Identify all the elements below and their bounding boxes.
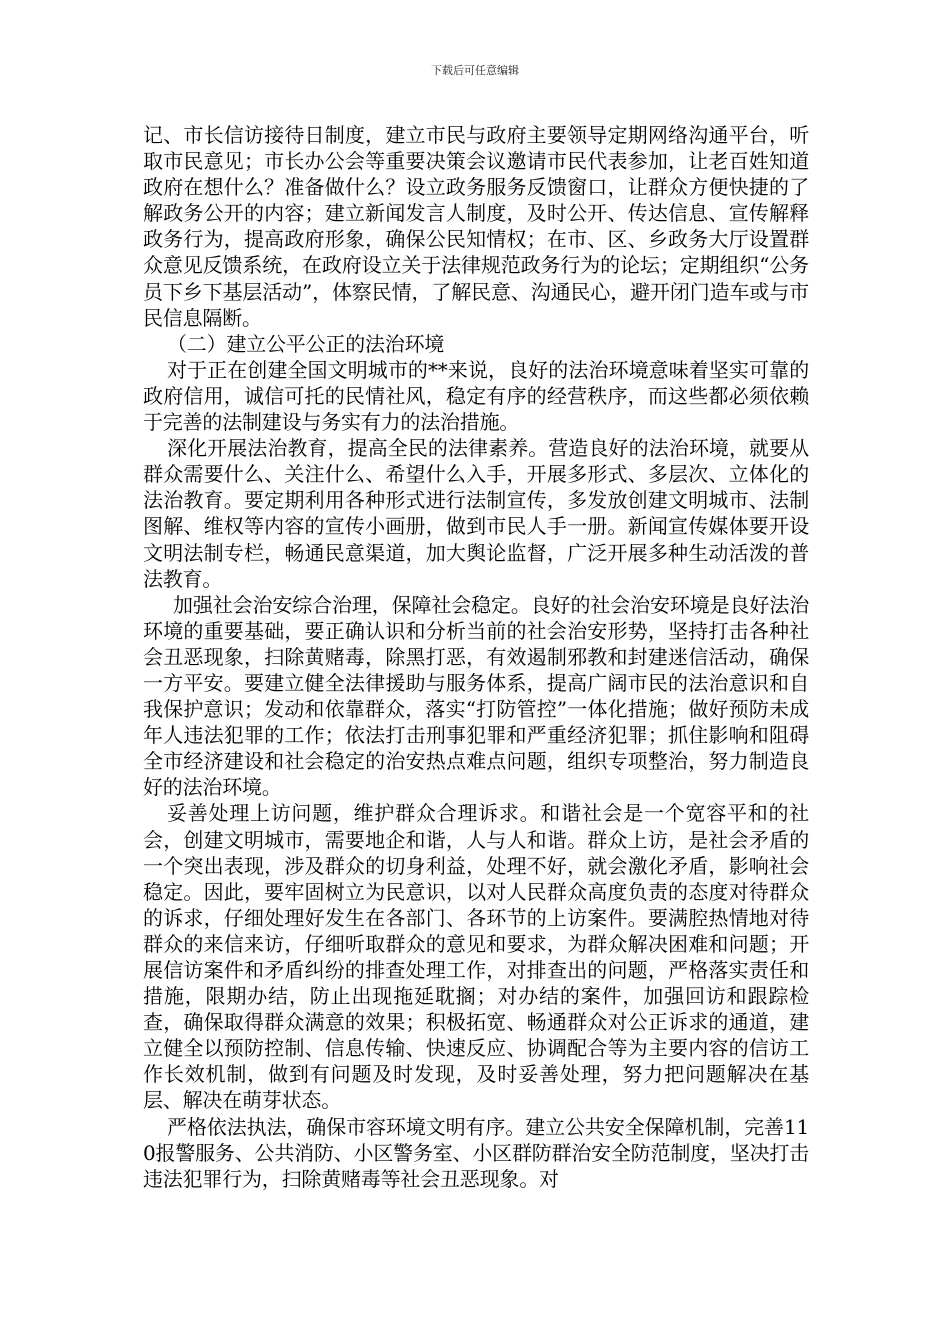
section-heading: （二）建立公平公正的法治环境 [167,331,445,356]
document-body [143,122,809,1192]
paragraph-6: 严格依法执法，确保市容环境文明有序。建立公共安全保障机制，完善110报警服务、公共消防、小区警务室、小区群防群治安全防范制度，坚决打击违法犯罪行为，扫除黄赌毒等社会丑恶现象。对 [143,1114,809,1191]
paragraph-3: 深化开展法治教育，提高全民的法律素养。营造良好的法治环境，就要从群众需要什么、关注什么、希望什么入手，开展多形式、多层次、立体化的法治教育。要定期利用各种形式进行法制宣传，多发放创建文明城市、法制图解、维权等内容的宣传小画册，做到市民人手一册。新闻宣传媒体要开设文明法制专栏，畅通民意渠道，加大舆论监督，广泛开展多种生动活泼的普法教育。 [143,436,809,591]
paragraph-4: 加强社会治安综合治理，保障社会稳定。良好的社会治安环境是良好法治环境的重要基础，要正确认识和分析当前的社会治安形势，坚持打击各种社会丑恶现象，扫除黄赌毒，除黑打恶，有效遏制邪教和封建迷信活动，确保一方平安。要建立健全法律援助与服务体系，提高广阔市民的法治意识和自我保护意识；发动和依靠群众，落实“打防管控”一体化措施；做好预防未成年人违法犯罪的工作；依法打击刑事犯罪和严重经济犯罪；抓住影响和阻碍全市经济建设和社会稳定的治安热点难点问题，组织专项整治，努力制造良好的法治环境。 [143,592,809,800]
paragraph-5: 妥善处理上访问题，维护群众合理诉求。和谐社会是一个宽容平和的社会，创建文明城市，需要地企和谐，人与人和谐。群众上访，是社会矛盾的一个突出表现，涉及群众的切身利益，处理不好，就会激化矛盾，影响社会稳定。因此，要牢固树立为民意识，以对人民群众高度负责的态度对待群众的诉求，仔细处理好发生在各部门、各环节的上访案件。要满腔热情地对待群众的来信来访，仔细听取群众的意见和要求，为群众解决困难和问题；开展信访案件和矛盾纠纷的排查处理工作，对排查出的问题，严格落实责任和措施，限期办结，防止出现拖延耽搁；对办结的案件，加强回访和跟踪检查，确保取得群众满意的效果；积极拓宽、畅通群众对公正诉求的通道，建立健全以预防控制、信息传输、快速反应、协调配合等为主要内容的信访工作长效机制，做到有问题及时发现，及时妥善处理，努力把问题解决在基层、解决在萌芽状态。 [143,801,809,1113]
page-header-note: 下载后可任意编辑 [431,64,519,77]
paragraph-1: 记、市长信访接待日制度，建立市民与政府主要领导定期网络沟通平台，听取市民意见；市长办公会等重要决策会议邀请市民代表参加，让老百姓知道政府在想什么？准备做什么？设立政务服务反馈窗口，让群众方便快捷的了解政务公开的内容；建立新闻发言人制度，及时公开、传达信息、宣传解释政务行为，提高政府形象，确保公民知情权；在市、区、乡政务大厅设置群众意见反馈系统，在政府设立关于法律规范政务行为的论坛；定期组织“公务员下乡下基层活动”，体察民情，了解民意、沟通民心，避开闭门造车或与市民信息隔断。 [143,123,809,330]
paragraph-2: 对于正在创建全国文明城市的**来说，良好的法治环境意味着坚实可靠的政府信用，诚信可托的民情社风，稳定有序的经营秩序，而这些都必须依赖于完善的法制建设与务实有力的法治措施。 [143,357,809,435]
